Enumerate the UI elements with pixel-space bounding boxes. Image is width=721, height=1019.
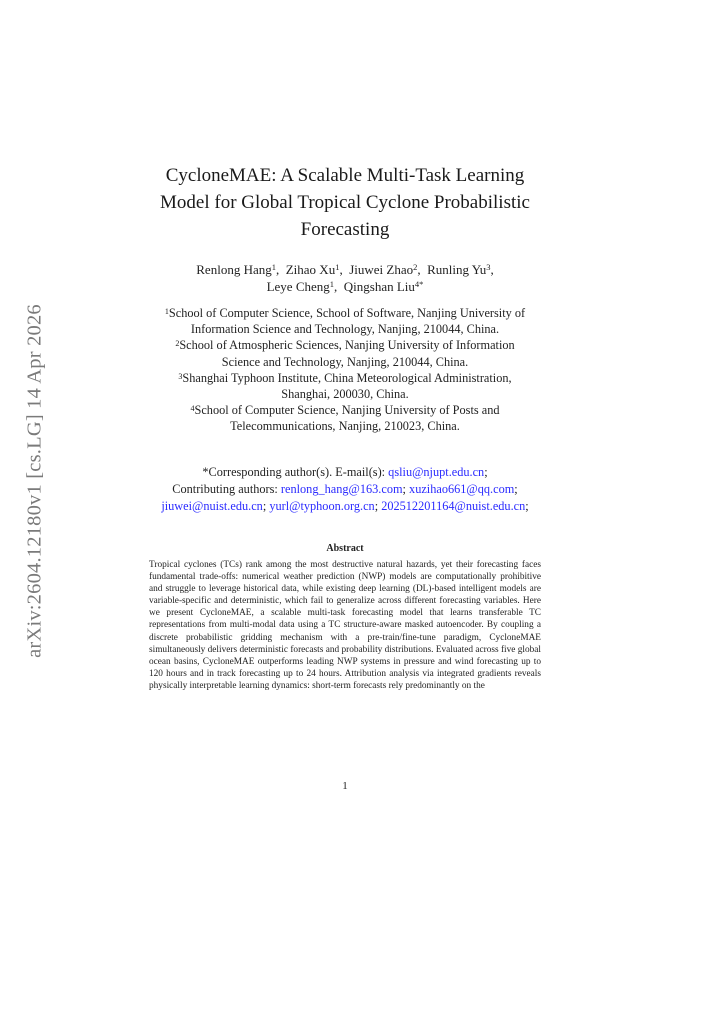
- author-affil-mark: 2: [413, 262, 418, 272]
- affiliation-mark: 2: [175, 339, 180, 349]
- title-line: CycloneMAE: A Scalable Multi-Task Learning: [165, 165, 525, 186]
- affiliation-mark: 1: [164, 307, 169, 316]
- affiliation-line: Telecommunications, Nanjing, 210023, China.: [230, 419, 460, 434]
- affiliation-mark: 4: [190, 404, 195, 414]
- affiliation-line: Shanghai Typhoon Institute, China Meteorological Administration,: [182, 370, 512, 385]
- corresponding-line: *Corresponding author(s). E-mail(s): qsliu@njupt.edu.cn;: [202, 465, 488, 479]
- paper-title: [120, 162, 570, 243]
- author-name: Renlong Hang: [196, 262, 272, 277]
- title-line: Model for Global Tropical Cyclone Probabilistic: [160, 192, 530, 213]
- contributing-label: Contributing authors:: [172, 482, 278, 496]
- affiliation-line: School of Computer Science, Nanjing University of Posts and: [194, 403, 500, 418]
- author-affil-mark: 1: [335, 262, 340, 272]
- author-name: Qingshan Liu: [343, 279, 415, 294]
- affiliation: [130, 402, 560, 434]
- affiliation-list: [130, 305, 560, 435]
- author-affil-mark: 1: [271, 262, 276, 272]
- affiliation-line: School of Atmospheric Sciences, Nanjing University of Information: [179, 338, 515, 353]
- author-affil-mark: 4*: [414, 279, 424, 289]
- abstract-heading: Abstract: [326, 543, 364, 554]
- arxiv-id-text: arXiv:2604.12180v1 [cs.LG] 14 Apr 2026: [23, 304, 46, 658]
- contributing-line: Contributing authors: renlong_hang@163.com; xuzihao661@qq.com;: [172, 482, 518, 496]
- arxiv-side-identifier: [20, 295, 50, 667]
- abstract-body: Tropical cyclones (TCs) rank among the most destructive natural hazards, yet their forecasting faces fundamental trade-offs: numerical weather prediction (NWP) models are computationally prohibitive and struggle to leverage historical data, while existing deep learning (DL)-based intelligent models are variable-specific and deterministic, which fail to generalize across different forecasting variables. Here we present CycloneMAE, a scalable multi-task forecasting model that learns transferable TC representations from multi-modal data using a TC structure-aware masked autoencoder. By coupling a discrete probabilistic gridding mechanism with a pre-train/fine-tune paradigm, CycloneMAE simultaneously delivers deterministic forecasts and probability distributions. Evaluated across five global ocean basins, CycloneMAE outperforms leading NWP systems in pressure and wind forecasting up to 120 hours and in track forecasting up to 24 hours. Attribution analysis via integrated gradients reveals physically interpretable learning dynamics: short-term forecasts rely predominantly on the: [149, 560, 541, 691]
- affiliation: [130, 370, 560, 402]
- contributing-line: jiuwei@nuist.edu.cn; yurl@typhoon.org.cn; 202512201164@nuist.edu.cn;: [161, 499, 529, 513]
- affiliation-line: Information Science and Technology, Nanjing, 210044, China.: [190, 322, 500, 337]
- author-name: Jiuwei Zhao: [349, 262, 414, 277]
- corresponding-label: *Corresponding author(s). E-mail(s):: [202, 465, 386, 479]
- contact-block: [120, 464, 570, 515]
- affiliation-mark: 3: [178, 371, 183, 381]
- affiliation-line: School of Computer Science, School of Software, Nanjing University of: [168, 306, 526, 320]
- title-line: Forecasting: [300, 219, 390, 240]
- author-line: Renlong Hang$^1$, Zihao Xu$^1$, Jiuwei Zhao$^2$, Runling Yu$^3$,: [196, 262, 494, 277]
- affiliation-line: Science and Technology, Nanjing, 210044, China.: [221, 354, 469, 369]
- affiliation-line: Shanghai, 200030, China.: [281, 387, 409, 402]
- affiliation: [130, 305, 560, 337]
- email-link[interactable]: jiuwei@nuist.edu.cn: [161, 499, 263, 513]
- email-link[interactable]: xuzihao661@qq.com: [409, 482, 515, 496]
- email-link[interactable]: 202512201164@nuist.edu.cn: [381, 499, 526, 513]
- author-affil-mark: 1: [329, 279, 335, 289]
- author-name: Zihao Xu: [285, 262, 336, 277]
- email-link[interactable]: renlong_hang@163.com: [280, 482, 403, 496]
- author-list: [140, 261, 550, 295]
- affiliation: [130, 337, 560, 369]
- email-link[interactable]: qsliu@njupt.edu.cn: [388, 465, 485, 479]
- page-number: 1: [342, 780, 348, 792]
- email-link[interactable]: yurl@typhoon.org.cn: [269, 499, 375, 513]
- author-name: Runling Yu: [427, 262, 487, 277]
- author-name: Leye Cheng: [266, 279, 330, 294]
- author-line: Leye Cheng$^1$, Qingshan Liu$^{4*}$: [266, 279, 424, 294]
- author-affil-mark: 3: [486, 262, 491, 272]
